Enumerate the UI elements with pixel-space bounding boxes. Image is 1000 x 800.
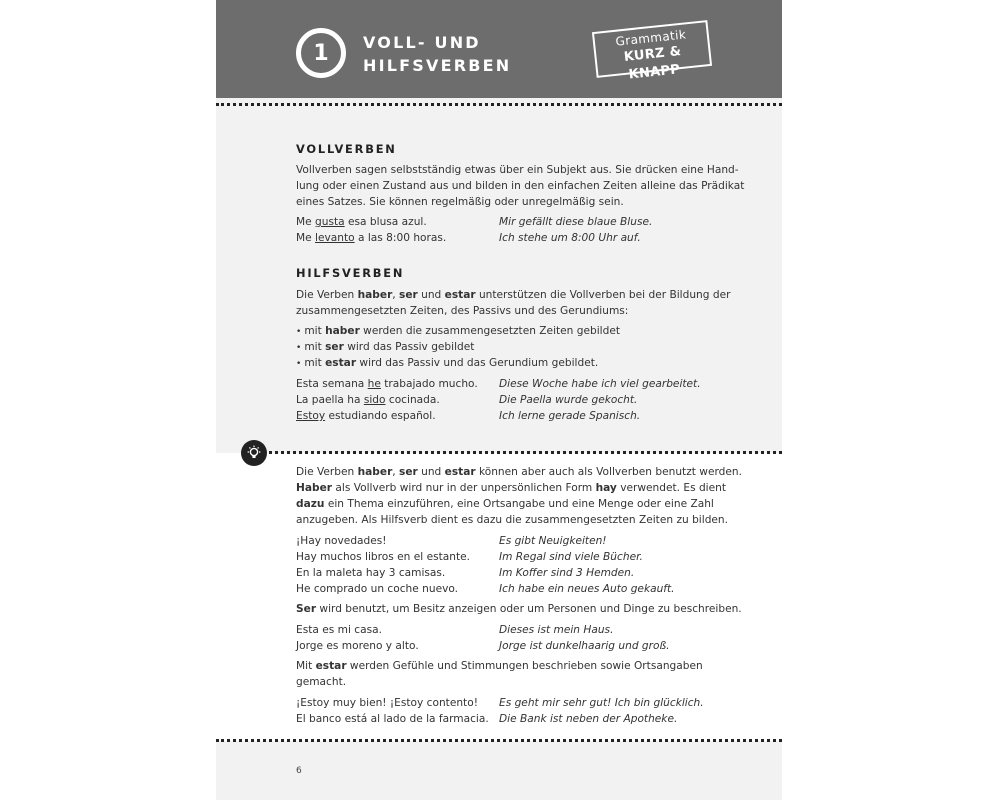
vollverben-para-line2: lung oder einen Zustand aus und bilden in den einfachen Zeiten alleine das Prädikat bbox=[296, 180, 745, 192]
example-es: La paella ha sido cocinada. bbox=[296, 394, 440, 406]
page-number: 6 bbox=[296, 766, 302, 776]
example-es: He comprado un coche nuevo. bbox=[296, 583, 459, 595]
grammar-stamp bbox=[592, 20, 712, 83]
tip-para-line1: Die Verben haber, ser und estar können aber auch als Vollverben benutzt werden. bbox=[296, 466, 742, 478]
example-de: Es geht mir sehr gut! Ich bin glücklich. bbox=[499, 697, 704, 709]
tip-para-line2: Haber als Vollverb wird nur in der unpersönlichen Form hay verwendet. Es dient bbox=[296, 482, 727, 494]
example-es: Estoy estudiando español. bbox=[296, 410, 436, 422]
example-es: Jorge es moreno y alto. bbox=[296, 640, 419, 652]
example-de: Dieses ist mein Haus. bbox=[499, 624, 614, 636]
estar-explanation-line1: Mit estar werden Gefühle und Stimmungen beschrieben sowie Ortsangaben bbox=[296, 660, 703, 672]
tip-para-line4: anzugeben. Als Hilfsverb dient es dazu die zusammengesetzten Zeiten zu bilden. bbox=[296, 514, 729, 526]
example-de: Mir gefällt diese blaue Bluse. bbox=[499, 216, 653, 228]
hilfsverben-intro-line2: zusammengesetzten Zeiten, des Passivs und des Gerundiums: bbox=[296, 305, 629, 317]
tip-para-line3: dazu ein Thema einzuführen, eine Ortsangabe und eine Menge oder eine Zahl bbox=[296, 498, 714, 510]
chapter-number-badge: 1 bbox=[296, 28, 346, 78]
stamp-line1: Grammatik bbox=[614, 27, 687, 49]
example-es: Hay muchos libros en el estante. bbox=[296, 551, 471, 563]
example-de: Jorge ist dunkelhaarig und groß. bbox=[499, 640, 670, 652]
example-de: Ich stehe um 8:00 Uhr auf. bbox=[499, 232, 641, 244]
chapter-header bbox=[216, 0, 782, 98]
chapter-title-line2: HILFSVERBEN bbox=[363, 56, 512, 75]
example-es: Esta es mi casa. bbox=[296, 624, 382, 636]
lightbulb-icon bbox=[241, 440, 267, 466]
example-es: Esta semana he trabajado mucho. bbox=[296, 378, 478, 390]
example-es: El banco está al lado de la farmacia. bbox=[296, 713, 489, 725]
estar-explanation-line2: gemacht. bbox=[296, 676, 347, 688]
chapter-title-line1: VOLL- UND bbox=[363, 33, 481, 52]
example-de: Im Regal sind viele Bücher. bbox=[499, 551, 643, 563]
page bbox=[216, 0, 782, 800]
stamp-line2: KURZ & KNAPP bbox=[623, 44, 682, 83]
hilfsverben-heading: HILFSVERBEN bbox=[296, 266, 405, 280]
example-es: Me levanto a las 8:00 horas. bbox=[296, 232, 447, 244]
example-de: Es gibt Neuigkeiten! bbox=[499, 535, 607, 547]
chapter-title bbox=[363, 31, 563, 77]
example-de: Ich lerne gerade Spanisch. bbox=[499, 410, 641, 422]
list-item: • mit estar wird das Passiv und das Gerundium gebildet. bbox=[296, 355, 598, 372]
vollverben-para-line1: Vollverben sagen selbstständig etwas über ein Subjekt aus. Sie drücken eine Hand- bbox=[296, 164, 739, 176]
example-es: ¡Estoy muy bien! ¡Estoy contento! bbox=[296, 697, 478, 709]
example-de: Die Bank ist neben der Apotheke. bbox=[499, 713, 678, 725]
vollverben-para-line3: eines Satzes. Sie können regelmäßig oder unregelmäßig sein. bbox=[296, 196, 624, 208]
example-de: Im Koffer sind 3 Hemden. bbox=[499, 567, 635, 579]
list-item: • mit ser wird das Passiv gebildet bbox=[296, 339, 474, 356]
dotted-divider-tip bbox=[256, 451, 782, 454]
dotted-divider-top bbox=[216, 103, 782, 106]
example-de: Die Paella wurde gekocht. bbox=[499, 394, 638, 406]
example-de: Diese Woche habe ich viel gearbeitet. bbox=[499, 378, 701, 390]
example-es: ¡Hay novedades! bbox=[296, 535, 387, 547]
example-es: En la maleta hay 3 camisas. bbox=[296, 567, 446, 579]
vollverben-heading: VOLLVERBEN bbox=[296, 142, 397, 156]
example-de: Ich habe ein neues Auto gekauft. bbox=[499, 583, 675, 595]
example-es: Me gusta esa blusa azul. bbox=[296, 216, 427, 228]
dotted-divider-bottom bbox=[216, 739, 782, 742]
hilfsverben-intro-line1: Die Verben haber, ser und estar unterstützen die Vollverben bei der Bildung der bbox=[296, 289, 731, 301]
ser-explanation: Ser wird benutzt, um Besitz anzeigen oder um Personen und Dinge zu beschreiben. bbox=[296, 603, 742, 615]
list-item: • mit haber werden die zusammengesetzten Zeiten gebildet bbox=[296, 323, 620, 340]
